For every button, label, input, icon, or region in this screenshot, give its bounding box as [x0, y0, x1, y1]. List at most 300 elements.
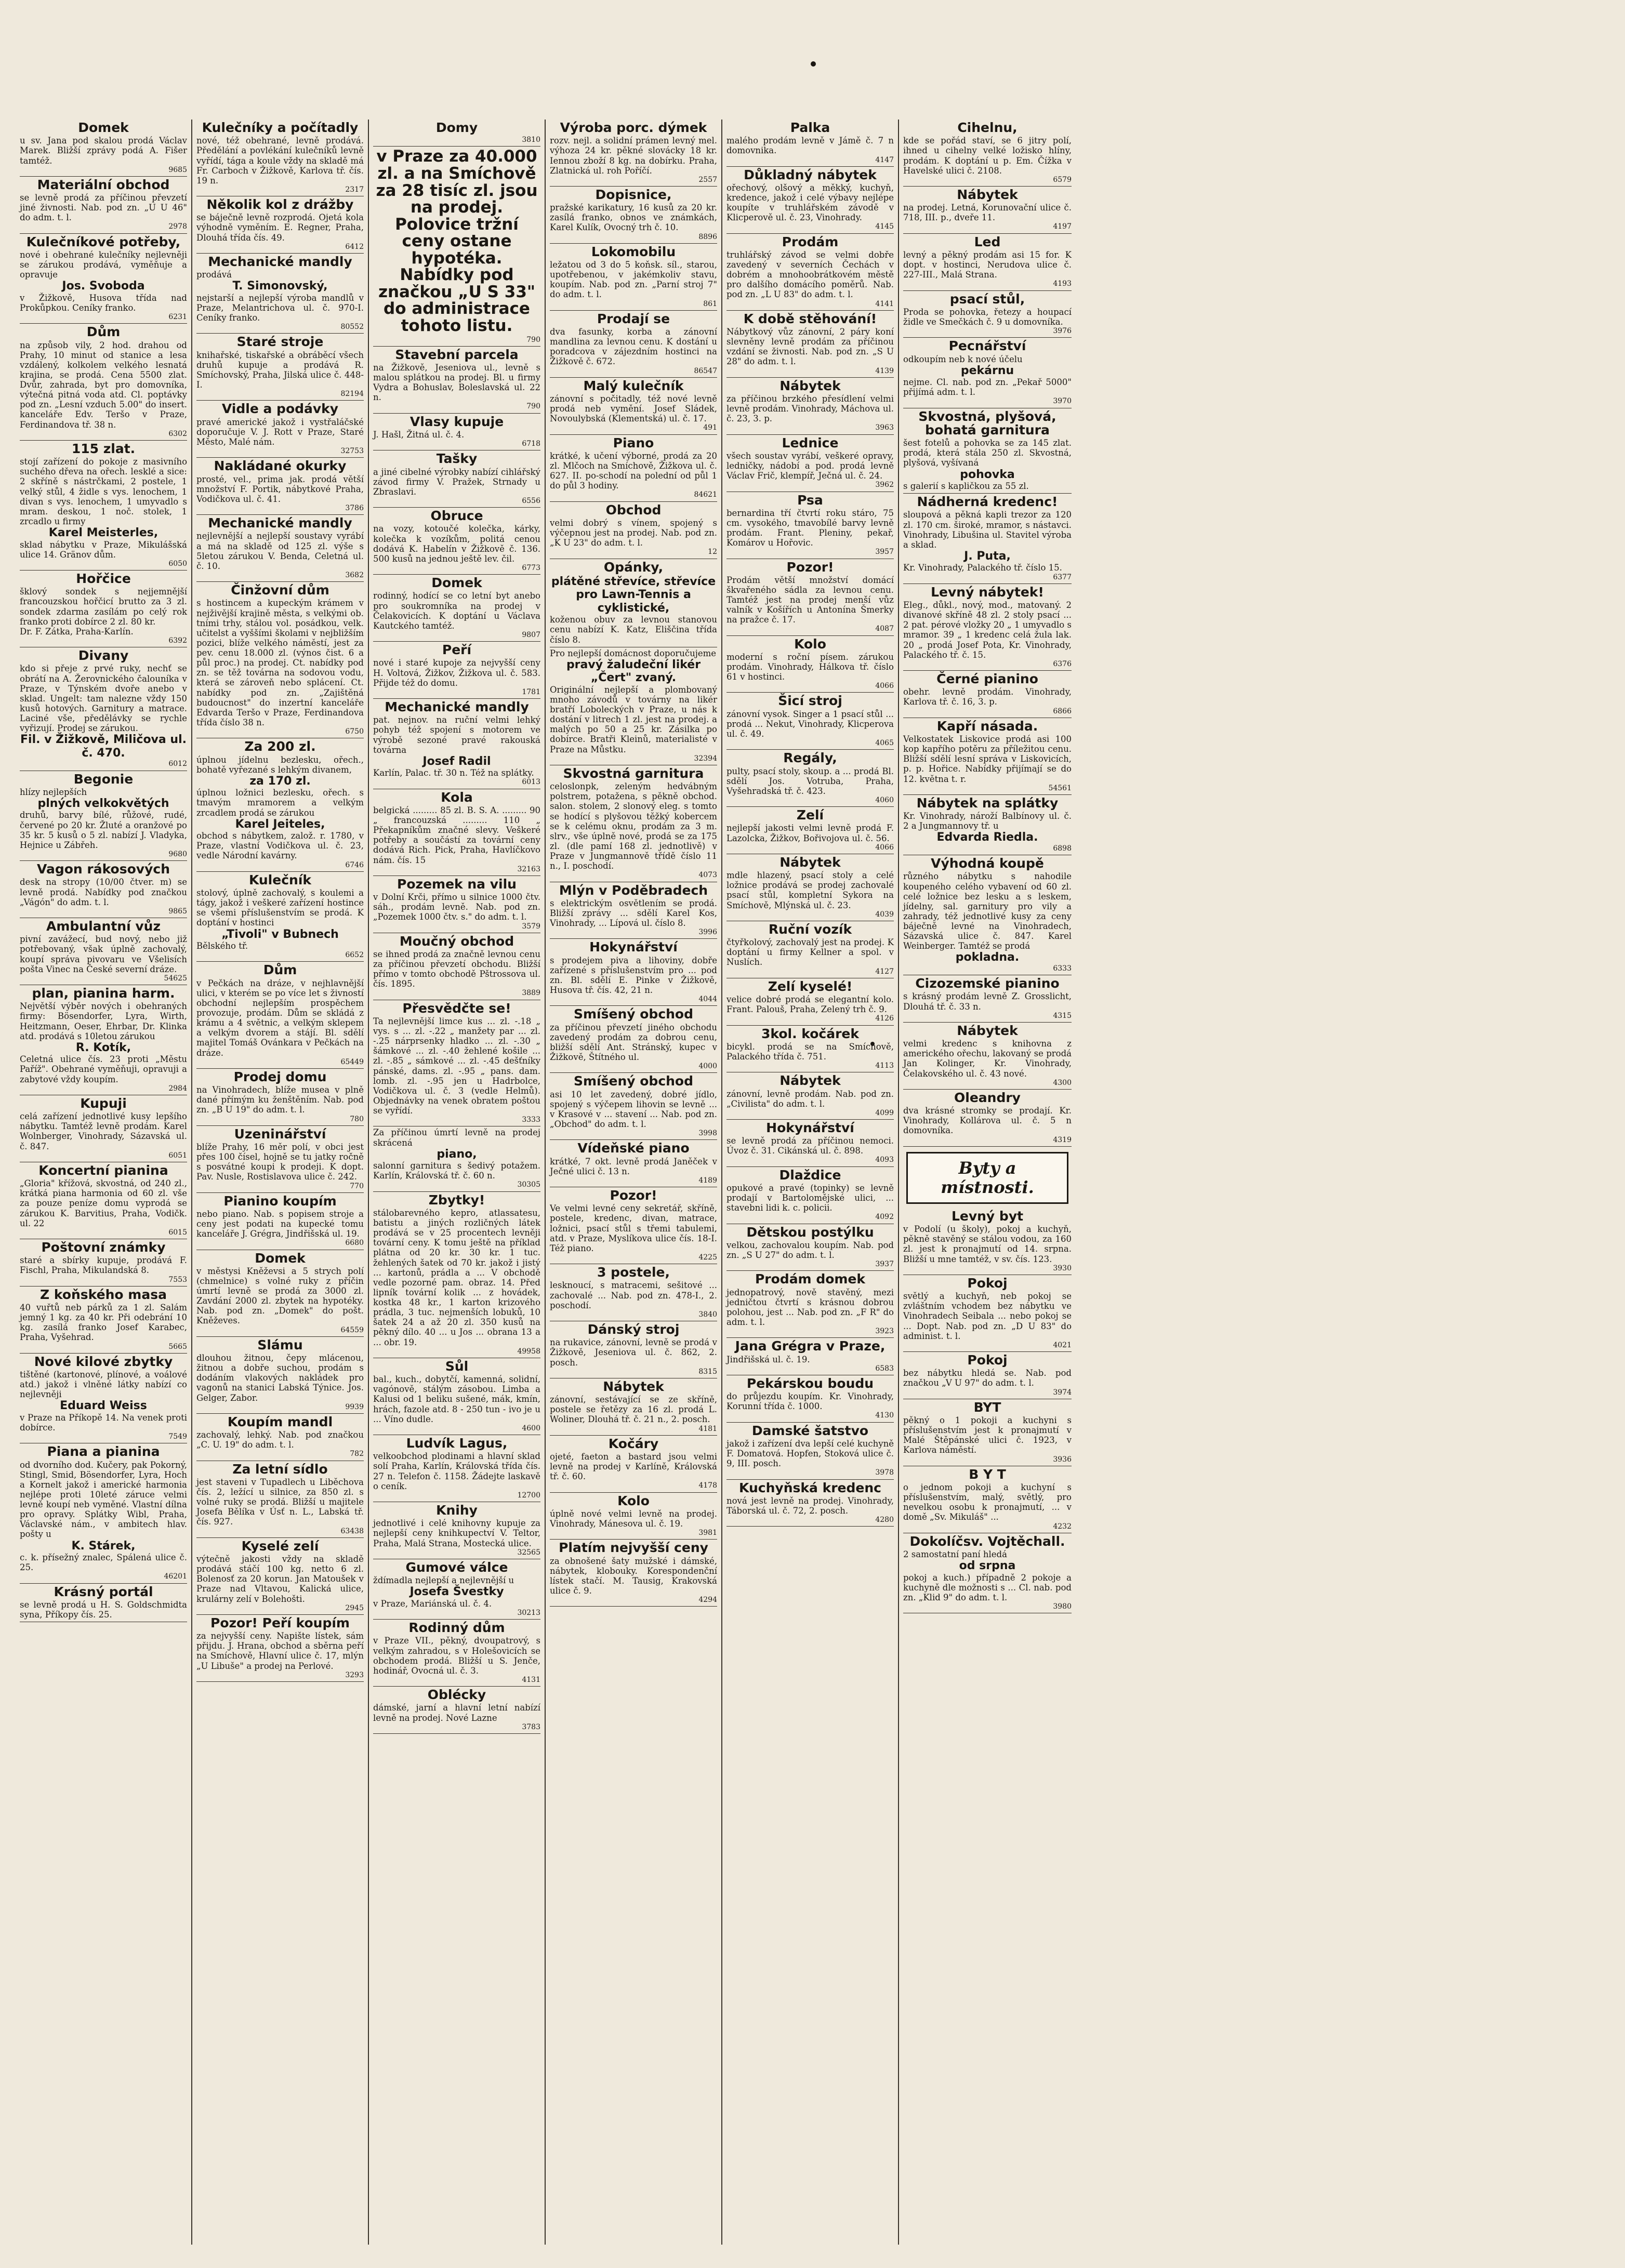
ad-headline: Vagon rákosových	[36, 861, 170, 877]
classified-ad	[726, 1072, 894, 1120]
classified-ad	[726, 636, 894, 693]
ad-body: asi 10 let zavedený, dobré jídlo, spojený s výčepem lihovin se levně ... v Krasové v ... stavení ... Nab. pod zn. „Obchod" do adm. t. l.	[550, 1089, 717, 1130]
ad-headline: Vlasy kupuje	[409, 414, 504, 429]
ad-highlight: pohovka	[960, 468, 1015, 481]
classified-ad	[196, 196, 364, 254]
ad-body: šklový sondek s nejjemnější francouzskou hořčicí brutto za 3 zl. sondek zdarma zasílám po celý rok franko proti dobírce 2 zl. 80 kr.	[20, 587, 187, 627]
classified-ad	[726, 693, 894, 750]
ad-body: zánovní s počitadly, též nové levně prodá neb vymění. Josef Sládek, Novoulybská (Klementská) ul. č. 17.	[550, 394, 717, 424]
classified-ad	[20, 985, 187, 1095]
ad-reference-number: 6050	[168, 559, 187, 568]
ad-body: bal., kuch., dobytčí, kamenná, solidní, vagónově, stálým zásobou. Limba a Kalusi od 1 beliku sušené, mák, kmín, hrách, fazole atd. 8 - 250 tun - ivo je u ... Víno dudle.	[373, 1374, 540, 1424]
ad-headline: Ruční vozík	[768, 921, 852, 937]
ad-body: na způsob vily, 2 hod. drahou od Prahy, 10 minut od stanice a lesa vzdálený, kolkolem velkého lesnatá krajina, se prodá. Cena 5500 zlat. Dvůr, zahrada, byt pro domovníka, výtečná pitná voda atd. Cl. poptávky pod zn. „Lesní vzduch 5.00" do insert. kanceláře Edv. Teršo v Praze, Ferdinandova tř. 38 n.	[20, 340, 187, 430]
classified-ad	[550, 1264, 717, 1321]
ad-reference-number: 3930	[1053, 1264, 1072, 1272]
ad-body: ždímadla nejlepší a nejlevnější u	[373, 1575, 514, 1586]
ad-reference-number: 3963	[875, 423, 894, 432]
classified-ad	[196, 458, 364, 515]
ad-headline: Ambulantní vůz	[46, 919, 161, 934]
classified-ad	[373, 450, 540, 508]
classified-ad	[550, 939, 717, 1006]
classified-ad	[903, 1399, 1072, 1466]
ad-body: „Gloria" křížová, skvostná, od 240 zl., krátká piana harmonia od 60 zl. vše za pouze peníze domu vyprodá se zárukou K. Barvitius, Praha, Vodičk. ul. 22	[20, 1178, 187, 1228]
ad-body-continued: Dr. F. Zátka, Praha-Karlín.	[20, 626, 134, 636]
section-header-badge: Byty a místnosti.	[906, 1152, 1068, 1204]
column-4	[546, 120, 722, 2245]
classified-ad	[726, 167, 894, 234]
ad-reference-number: 1781	[522, 687, 540, 696]
ad-reference-number: 3980	[1053, 1602, 1072, 1611]
ad-headline: Pecnářství	[948, 338, 1026, 354]
ad-body: Největší výběr nových i obehraných firmy: Bösendorfer, Lyra, Wirth, Heitzmann, Oeser, Ehrbar, Dr. Klinka atd. prodává s 10letou zárukou	[20, 1001, 187, 1041]
ad-headline: Kolo	[794, 636, 826, 652]
classified-ad	[726, 1167, 894, 1224]
ad-headline: Staré stroje	[236, 334, 324, 350]
classified-ad	[726, 311, 894, 378]
classified-ad	[20, 441, 187, 571]
ad-body: šest fotelů a pohovka se za 145 zlat. prodá, která stála 250 zl. Skvostná, plyšová, vyšívaná	[903, 438, 1072, 468]
ad-reference-number: 7549	[168, 1433, 187, 1441]
ad-reference-number: 790	[526, 335, 540, 344]
ad-body: opukové a pravé (topinky) se levně prodají v Bartolomějské ulici, ... stavebni lidi k. c. policii.	[726, 1183, 894, 1213]
ad-body: sloupová a pěkná kapli trezor za 120 zl. 170 cm. široké, mramor, s nástavci. Vinohrady, Libušina ul. Stavitel výroba a sklad.	[903, 510, 1072, 550]
ad-headline: Peří	[442, 642, 472, 658]
ad-reference-number: 790	[526, 402, 540, 411]
classified-ad	[373, 120, 540, 147]
ad-body: do průjezdu koupím. Kr. Vinohrady, Korunní třída č. 1000.	[726, 1391, 894, 1412]
ad-reference-number: 4300	[1053, 1078, 1072, 1087]
ad-headline: Knihy	[436, 1503, 478, 1518]
ad-reference-number: 6051	[168, 1151, 187, 1160]
ad-body: s krásný prodám levně Z. Grosslicht, Dlouhá tř. č. 33 n.	[903, 991, 1072, 1012]
ad-headline: Výroba porc. dýmek	[560, 120, 707, 135]
ad-reference-number: 6718	[522, 440, 540, 448]
ad-body: celoslonpk, zeleným hedvábným polstrem, potažena, s pěkně obchod. salon. stolem, 2 slonový eleg. s tomto se hodící s plyšovou těžký kobercem se k celému oknu, prodám za 3 m. slrv., vše úplně nové, prodá se za 175 zl. (dle pamí 168 zl. jednotlivě) v Praze v Jungmannově třídě číslo 11 n., I. poschodí.	[550, 781, 717, 871]
ad-body-continued: Karlín, Palac. tř. 30 n. Též na splátky.	[373, 768, 534, 778]
classified-ad	[726, 1423, 894, 1480]
ad-reference-number: 4145	[875, 222, 894, 231]
classified-ad	[550, 1540, 717, 1607]
ad-headline: Zbytky!	[428, 1192, 485, 1208]
ad-headline: Uzeninářství	[234, 1126, 326, 1142]
ad-reference-number: 861	[703, 299, 717, 308]
column-1	[16, 120, 192, 2245]
classified-ad	[373, 933, 540, 1000]
ad-headline: Skvostná, plyšová, bohatá garnitura	[918, 408, 1056, 437]
ad-headline: 3 postele,	[597, 1265, 670, 1280]
classified-ad	[20, 324, 187, 441]
ad-reference-number: 4178	[698, 1481, 717, 1490]
classified-ad	[373, 147, 540, 346]
ad-body: za příčinou brzkého přesídlení velmi levně prodám. Vinohrady, Máchova ul. č. 23, 3. p.	[726, 394, 894, 424]
ad-headline: Dokolíčsv. Vojtěchall.	[909, 1533, 1065, 1549]
ad-body: lesknoucí, s matracemi, sešitové ... zachovalé ... Nab. pod zn. 478-I., 2. poschodí.	[550, 1280, 717, 1310]
ad-body: a jiné cibelné výrobky nabízí cihlářský závod firmy V. Pražek, Strnady u Zbraslavi.	[373, 467, 540, 497]
ad-reference-number: 3889	[522, 989, 540, 998]
ad-body: se levně prodá u H. S. Goldschmidta syna, Příkopy čís. 25.	[20, 1599, 187, 1620]
classified-ad	[726, 1375, 894, 1423]
ad-body: úplně nové velmi levně na prodej. Vinohrady, Mánesova ul. č. 19.	[550, 1508, 717, 1529]
ad-headline: Několik kol z drážby	[206, 197, 354, 213]
ad-body: pěkný o 1 pokoji a kuchyni s příslušenstvím jest k pronajmutí v Malé Štěpánské ulici č. 1923, v Karlova náměstí.	[903, 1415, 1072, 1455]
ad-reference-number: 6746	[345, 860, 364, 869]
ad-reference-number: 6680	[345, 1239, 364, 1248]
ad-headline: Pokoj	[967, 1275, 1008, 1291]
classified-ad	[726, 1338, 894, 1375]
ad-headline: Levný nábytek!	[931, 584, 1044, 600]
ad-reference-number: 4319	[1053, 1135, 1072, 1144]
classified-ad	[550, 882, 717, 939]
ad-body: nejlepší jakosti velmi levně prodá F. Lazolcka, Žižkov, Bořivojova ul. č. 56.	[726, 823, 894, 843]
ad-headline: Gumové válce	[405, 1559, 508, 1575]
ad-headline: Pozor!	[786, 559, 834, 575]
classified-ad	[726, 1224, 894, 1271]
ad-reference-number: 3810	[522, 136, 540, 144]
ad-headline: BYT	[973, 1399, 1001, 1415]
ad-reference-number: 3957	[875, 548, 894, 556]
ad-reference-number: 86547	[694, 366, 717, 375]
ad-body: stojí zařízení do pokoje z masivního suchého dřeva na ořech. lesklé a sice: 2 skříně s nástrčkami, 2 postele, 1 velký stůl, 4 židle s vys. lenochem, 1 divan s vys. lenochem, 1 umyvadlo s mram. deskou, 1 noč. stolek, 1 zrcadlo u firmy	[20, 457, 187, 526]
ad-highlight: od srpna	[959, 1559, 1016, 1573]
ad-headline: Nábytek	[603, 1378, 664, 1394]
classified-ad	[903, 494, 1072, 584]
ad-body: Pro nejlepší domácnost doporučujeme	[550, 648, 717, 658]
ad-highlight: Josefa Švestky	[409, 1585, 504, 1599]
ad-reference-number: 49958	[517, 1347, 540, 1356]
classified-ad	[550, 311, 717, 378]
ad-headline: Nábytek	[957, 1023, 1018, 1038]
ad-headline: Pianino koupím	[223, 1193, 337, 1209]
classified-ad	[550, 1321, 717, 1378]
ad-body: na vozy, kotoučé kolečka, kárky, kolečka k vozíkům, politá cenou dodává K. Habelín v Žižkově č. 136. 500 kusů na jednou ještě lev. čil.	[373, 524, 540, 564]
ad-headline: Kulečníky a počítadly	[202, 120, 359, 135]
ad-body-continued-2: obchod s nábytkem, založ. r. 1780, v Praze, vlastní Vodičkova ul. č. 23, vedle Národní kavárny.	[196, 831, 364, 861]
ad-reference-number: 30305	[517, 1181, 540, 1189]
ad-headline: Pokoj	[967, 1352, 1008, 1368]
ad-body: Prodám větší množství domácí škvařeného sádla za levnou cenu. Tamtéž jest na prodej menší vůz valník v Košířích u Antonína Šmerky na pražce č. 17.	[726, 575, 894, 625]
classified-ad	[373, 347, 540, 414]
ad-headline: Zelí kyselé!	[768, 978, 853, 994]
ad-reference-number: 2557	[698, 175, 717, 184]
ad-body: 40 vuřtů neb párků za 1 zl. Salám jemný 1 kg. za 40 kr. Při odebrání 10 kg. zasílá franko Josef Karabec, Praha, Vyšehrad.	[20, 1303, 187, 1343]
classified-ad	[903, 671, 1072, 718]
ad-highlight: pekárnu	[960, 364, 1014, 377]
ad-reference-number: 32565	[517, 1548, 540, 1557]
classified-ad	[903, 1023, 1072, 1090]
ad-reference-number: 6012	[168, 760, 187, 768]
ad-reference-number: 4197	[1053, 222, 1072, 231]
ad-headline: Obruce	[430, 508, 483, 524]
ad-body: bernardina tří čtvrtí roku stáro, 75 cm. vysokého, tmavobílé barvy levně prodám. Frant. Pleniny, pekař, Komárov u Hořovic.	[726, 508, 894, 548]
ad-headline: Divany	[78, 648, 129, 664]
ad-headline: Rodinný dům	[408, 1620, 505, 1636]
ad-body: dlouhou žitnou, čepy mlácenou, žitnou a dobře suchou, prodám s dodáním vlakových nakládek pro vagonů na stanici Labská Týnice. Jos. Gelger, Zabor.	[196, 1353, 364, 1403]
ad-headline: Nábytek	[957, 187, 1018, 202]
ad-headline: Mechanické mandly	[385, 699, 529, 715]
ad-body: kdo si přeje z prvé ruky, nechť se obrátí na A. Žerovnického čalouníka v Praze, v Týnském dvoře anebo v sklad. Ungelt: tam nalezne vždy 150 kusů hotových. Garnitury a matrace. Laciné vše, předělávky se rychle vyřizují. Prodej se zárukou.	[20, 664, 187, 734]
ad-body: velmi dobrý s vínem, spojený s výčepnou jest na prodej. Nab. pod zn. „K U 23" do adm. t. l.	[550, 518, 717, 548]
ad-reference-number: 4193	[1053, 280, 1072, 288]
ad-headline: Domy	[435, 120, 478, 135]
classified-ad	[20, 647, 187, 771]
ad-headline: Ludvík Lagus,	[406, 1436, 508, 1451]
ad-headline: Z koňského masa	[40, 1286, 167, 1302]
ad-reference-number: 82194	[340, 390, 364, 399]
ad-reference-number: 4066	[875, 682, 894, 691]
ad-reference-number: 6013	[522, 778, 540, 787]
ad-body-continued: c. k. přísežný znalec, Spálená ulice č. 25.	[20, 1553, 187, 1573]
ad-body: za příčinou převzetí jiného obchodu zavedený prodám za dobrou cenu, bližší sdělí Ant. Stránský, kupec v Žižkově, Štítného ul.	[550, 1022, 717, 1063]
classified-ad	[20, 177, 187, 234]
ad-body: obehr. levně prodám. Vinohrady, Karlova tř. č. 16, 3. p.	[903, 687, 1072, 707]
ad-body: jednopatrový, nově stavěný, mezi jedničtou čtvrtí s krásnou dobrou polohou, jest ... Nab. pod zn. „F R" do adm. t. l.	[726, 1287, 894, 1327]
ad-headline: Kolo	[617, 1493, 650, 1508]
classified-ad	[196, 1126, 364, 1193]
ad-highlight: pokladna.	[955, 951, 1020, 964]
ad-headline: Smíšený obchod	[573, 1073, 694, 1089]
ad-highlight: plátěné střevíce, střevíce pro Lawn-Tennis a cyklistické,	[551, 575, 716, 615]
ad-body: jakož i zařízení dva lepší celé kuchyně F. Domatová. Hopfen, Stoková ulice č. 9, III. posch.	[726, 1438, 894, 1469]
ad-reference-number: 4189	[698, 1176, 717, 1185]
ad-headline: B Y T	[969, 1466, 1006, 1482]
ad-reference-number: 4232	[1053, 1522, 1072, 1531]
ad-body: s elektrickým osvětlením se prodá. Bližší zprávy ... sdělí Karel Kos, Vinohrady, ... Lípová ul. číslo 8.	[550, 898, 717, 929]
ad-headline: Pozor! Peří koupím	[210, 1615, 350, 1630]
ad-reference-number: 4066	[875, 843, 894, 852]
ad-reference-number: 63438	[340, 1527, 364, 1535]
ad-headline: Mechanické mandly	[208, 515, 352, 531]
ad-headline: Obchod	[605, 502, 662, 518]
classified-ad	[726, 1120, 894, 1167]
ad-body: s prodejem piva a lihoviny, dobře zařízené s příslušenstvím pro ... pod zn. Bl. sdělí E. Pinke v Žižkově, Husova tř. čís. 42, 21 n.	[550, 955, 717, 996]
ad-reference-number: 4127	[875, 967, 894, 976]
ad-headline: Oblécky	[427, 1687, 486, 1703]
classified-ad	[196, 515, 364, 582]
ad-body: staré a sbírky kupuje, prodává F. Fischl, Praha, Mikulandská 8.	[20, 1255, 187, 1276]
ad-headline: Nábytek	[780, 854, 841, 870]
ad-headline: 115 zlat.	[71, 441, 136, 456]
ad-reference-number: 6412	[345, 242, 364, 251]
classified-ad	[373, 1000, 540, 1127]
ad-reference-number: 32753	[340, 447, 364, 456]
classified-ad	[373, 1358, 540, 1435]
classified-ad	[20, 1354, 187, 1444]
ad-body: krátké, 7 okt. levně prodá Janěček v Ječné ulici č. 13 n.	[550, 1156, 717, 1176]
classified-ad	[20, 120, 187, 177]
classified-ad	[726, 1026, 894, 1073]
ad-reference-number: 6392	[168, 636, 187, 645]
ad-headline: Krásný portál	[54, 1584, 153, 1599]
classified-ad	[903, 584, 1072, 671]
ad-headline: Důkladný nábytek	[744, 167, 877, 182]
ad-body: desk na stropy (10/00 čtver. m) se levně prodá. Nabídky pod značkou „Vágón" do adm. t. l.	[20, 877, 187, 907]
classified-ad	[550, 435, 717, 502]
ad-headline: Palka	[790, 120, 830, 135]
ad-headline: Cizozemské pianino	[915, 976, 1060, 991]
ad-reference-number: 4113	[875, 1062, 894, 1070]
ad-highlight: T. Simonovský,	[232, 280, 328, 293]
classified-ad	[373, 1687, 540, 1734]
ad-body: Eleg., důkl., nový, mod., matovaný. 2 divanové skříně 48 zl. 2 stoly psací ... 2 pat. pérové vložky 20 „ 1 umyvadlo s mramor. 39 „ 1 kredenc celá žula lak. 20 „ prodá Josef Pota, Kr. Vinohrady, Palackého tř. č. 15.	[903, 600, 1072, 660]
classified-ad	[903, 120, 1072, 187]
classified-ad	[550, 502, 717, 559]
ad-reference-number: 6302	[168, 429, 187, 438]
ad-headline: Prodám domek	[755, 1271, 866, 1287]
ad-reference-number: 6652	[345, 951, 364, 960]
ad-headline: Prodám	[782, 234, 839, 249]
ad-reference-number: 46201	[164, 1572, 187, 1581]
classified-ad	[373, 1192, 540, 1358]
ad-body: různého nábytku s nahodile koupeného celého vybavení od 60 zl. celé ložnice bez lesku a s leskem, jídelny, sal. garnitury pro vily a zahrady, též jednotlivé kusy za ceny báječně levné na Vinohradech, Sázavská ulice č. 847. Karel Weinberger. Tamtéž se prodá	[903, 871, 1072, 951]
ad-body: belgická ......... 85 zl. B. S. A. ......... 90 „ francouzská ......... 110 „ Překapníkům značné slevy. Veškeré potřeby a součástí za tovární ceny dodává Rich. Pick, Praha, Havlíčkovo nám. čís. 15	[373, 805, 540, 865]
ad-headline: Sůl	[445, 1358, 469, 1374]
classified-ad	[726, 750, 894, 807]
ad-headline: Domek	[78, 120, 129, 135]
classified-ad	[903, 1352, 1072, 1399]
ad-headline: Pozemek na vilu	[397, 876, 517, 892]
ad-reference-number: 12	[708, 548, 717, 556]
ad-body-continued: s galerií s kapličkou za 55 zl.	[903, 481, 1029, 492]
ad-headline: Poštovní známky	[41, 1240, 166, 1255]
ad-highlight: Jos. Svoboda	[62, 280, 145, 293]
ad-body-continued: pokoj a kuch.) případně 2 pokoje a kuchyně dle možnosti s ... Cl. nab. pod zn. „Klid 9" do adm. t. l.	[903, 1572, 1072, 1602]
ad-headline: Výhodná koupě	[931, 856, 1044, 871]
ad-reference-number: 6583	[875, 1364, 894, 1373]
ad-body: za nejvyšší ceny. Napište lístek, sám přijdu. J. Hrana, obchod a sběrna peří na Smíchově, Hlavní ulice č. 17, mlýn „U Libuše" a prodej na Perlové.	[196, 1631, 364, 1671]
ad-body: blíže Prahy, 16 měr polí, v obci jest přes 100 čísel, hojně se tu jatky ročně s posvátné koupi k prodeji. K dopt. Pav. Nusle, Rostislavova ulice č. 242.	[196, 1142, 364, 1182]
ad-body: nejlevnější a nejlepší soustavy vyrábí a má na skladě od 125 zl. výše s 5letou zárukou V. Benda, Celetná ul. č. 10.	[196, 531, 364, 571]
ad-headline: Kulečníkové potřeby,	[26, 234, 181, 249]
ad-headline: Jana Grégra v Praze,	[735, 1338, 886, 1354]
ad-body: prodává	[196, 270, 232, 280]
classified-ad	[903, 1090, 1072, 1147]
ad-reference-number: 8896	[698, 232, 717, 241]
classified-ad	[726, 120, 894, 167]
classified-ad	[20, 234, 187, 324]
ad-body-continued: nejme. Cl. nab. pod zn. „Pekař 5000" přijímá adm. t. l.	[903, 377, 1072, 397]
classified-ad	[903, 1533, 1072, 1614]
ad-headline: Hořčice	[76, 571, 131, 587]
ad-body: kde se pořád staví, se 6 jitry polí, ihned u cihelny velké ložisko hlíny, prodám. K doptání u p. Em. Čížka v Havelské ulici č. 2108.	[903, 136, 1072, 176]
ad-headline: Za 200 zl.	[244, 739, 316, 754]
ad-reference-number: 491	[703, 423, 717, 432]
ad-headline: Domek	[431, 575, 482, 591]
ad-body: tištěné (kartonové, plínové, a voálové atd.) jakož i vlněné látky nabízí co nejlevněji	[20, 1369, 187, 1400]
ad-headline: Koncertní pianina	[38, 1162, 168, 1178]
ad-body: v Podolí (u školy), pokoj a kuchyň, pěkně stavěný se stálou vodou, za 160 zl. jest k pronajmutí od 14. srpna. Bližší u mne tamtéž, v sv. čís. 123.	[903, 1224, 1072, 1264]
ad-body: velmi kredenc s knihovna z amerického ořechu, lakovaný se prodá Jan Kolinger, Kr. Vinohrady, Čelakovského ul. č. 43 nové.	[903, 1039, 1072, 1079]
ad-reference-number: 6579	[1053, 175, 1072, 184]
ad-headline: 3kol. kočárek	[761, 1026, 860, 1041]
ad-headline: Oleandry	[954, 1090, 1021, 1105]
classified-ad	[196, 1250, 364, 1337]
classified-ad	[196, 1414, 364, 1461]
ad-reference-number: 4294	[698, 1596, 717, 1604]
ad-headline: Domek	[255, 1250, 306, 1266]
ad-body-continued: sklad nábytku v Praze, Mikulášská ulice 14. Gränov dům.	[20, 539, 187, 560]
ad-reference-number: 4060	[875, 795, 894, 804]
ad-body: krátké, k učení výborné, prodá za 20 zl. Mlčoch na Smíchově, Žižkova ul. č. 627. II. po-schodí na polední od půl 1 do půl 3 hodiny.	[550, 450, 717, 491]
classified-ad	[550, 187, 717, 244]
classified-ad	[726, 435, 894, 492]
ad-headline: Nábytek	[780, 1073, 841, 1089]
classified-ad	[196, 334, 364, 401]
classified-ad	[550, 559, 717, 647]
ad-reference-number: 780	[350, 1115, 364, 1123]
ad-reference-number: 9939	[345, 1402, 364, 1411]
ad-headline: Levný byt	[951, 1208, 1024, 1224]
ad-headline: Kupuji	[80, 1095, 127, 1111]
classified-ad	[196, 120, 364, 196]
ad-body: moderní s roční písem. zárukou prodám. Vinohrady, Hálkova tř. číslo 61 v hostinci.	[726, 652, 894, 682]
ad-reference-number: 12700	[517, 1491, 540, 1500]
ad-headline: Mechanické mandly	[208, 254, 352, 269]
classified-ad	[196, 254, 364, 334]
ad-body: levný a pěkný prodám asi 15 for. K dopt. v hostinci, Nerudova ulice č. 227-III., Malá Strana.	[903, 249, 1072, 280]
ad-headline: Kuchyňská kredenc	[739, 1480, 881, 1495]
classified-ad	[550, 1140, 717, 1187]
ad-highlight: Josef Radil	[422, 754, 491, 768]
ad-body: J. Hašl, Žitná ul. č. 4.	[373, 429, 465, 440]
classified-ad	[196, 401, 364, 458]
ad-headline: Koupím mandl	[227, 1414, 333, 1429]
classified-ad	[903, 1466, 1072, 1533]
ad-body: celá zařízení jednotlivé kusy lepšího nábytku. Tamtéž levně prodám. Karel Wolnberger, Vinohrady, Sázavská ul. č. 847.	[20, 1111, 187, 1151]
classified-ad	[373, 1502, 540, 1559]
ad-body: nebo piano. Nab. s popisem stroje a ceny jest podati na kupecké tomu kanceláře J. Grégra, Jindřišská ul. 19.	[196, 1209, 364, 1239]
ad-headline: Dopisnice,	[595, 187, 672, 202]
ad-highlight: „Tivoli" v Bubnech	[221, 927, 339, 941]
ad-reference-number: 4280	[875, 1516, 894, 1524]
ad-reference-number: 6231	[168, 313, 187, 322]
ad-reference-number: 2317	[345, 185, 364, 194]
ad-body: od dvorního dod. Kučery, pak Pokorný, Stingl, Smid, Bösendorfer, Lyra, Hoch a Kornelt jakož i americké harmonia nejlépe proti 10leté záruce velmi levně koupí neb vyměné. Vlastní dílna pro opravy. Splátky Wibl, Praha, Václavské nám., v ambitech hlav. pošty u	[20, 1460, 187, 1540]
classified-ad	[550, 647, 717, 765]
classified-ad	[373, 1126, 540, 1191]
ad-body: s hostincem a kupeckým krámem v nejživější krajině města, s velkými ob. tními trhy, stálou vol. posádkou, velk. učitelst a vyššími školami v nejbližším pozici, blíže velkého náměstí, jest za pev. cenu 18.000 zl. (výnos čist. 6 a půl proc.) na prodej. Ct. nabídky pod zn. se těž továrna na sodovou vodu, která se zároveň nebo splácení. Ct. nabídky pod zn. „Zajištěná budoucnost" do inzertní kanceláře Edvarda Teršo v Praze, Ferdinandova třída číslo 38 n.	[196, 598, 364, 727]
ad-headline: Psa	[797, 492, 823, 508]
column-5	[722, 120, 899, 2245]
ad-body: pivní zavážecí, bud nový, nebo již potřebovaný, však úplně zachovalý, koupí správa pivovaru ve Všelisích pošta Vinec na České severní dráze.	[20, 934, 187, 974]
classified-ad	[903, 1275, 1072, 1352]
ad-reference-number: 9680	[168, 850, 187, 858]
ad-reference-number: 6898	[1053, 844, 1072, 853]
ad-body: se báječně levně rozprodá. Ojetá kola výhodně vyměním. E. Regner, Praha, Dlouhá třída čís. 49.	[196, 213, 364, 243]
ad-body: v Dolní Krči, přímo u silnice 1000 čtv. sáh., prodám levně. Nab. pod zn. „Pozemek 1000 čtv. s." do adm. t. l.	[373, 892, 540, 922]
ad-headline: Materiální obchod	[37, 177, 170, 192]
classified-ad	[903, 975, 1072, 1023]
classified-ad	[373, 508, 540, 575]
ad-reference-number: 3998	[698, 1129, 717, 1138]
ad-body: bicykl. prodá se na Smíchově, Palackého třída č. 751.	[726, 1041, 894, 1062]
ad-headline: Nové kilové zbytky	[34, 1354, 173, 1369]
ad-body: rozv. nejl. a solidní prámen levný mel. výhoza 24 kr. pěkné slovácky 18 kr. Iennou zboží 8 kg. na dobírku. Praha, Zlatnická ul. roh Poříčí.	[550, 136, 717, 176]
ad-columns	[16, 120, 1609, 2245]
ad-body: nové, též obehrané, levně prodává. Předělání a povlékání kulečníků levně vyřídí, tága a koule vždy na skladě má Fr. Carboch v Žižkově, Karlova tř. čís. 19 n.	[196, 136, 364, 185]
ad-headline: Kočáry	[608, 1436, 659, 1451]
ad-highlight-2: Karel Jeiteles,	[235, 817, 325, 831]
classified-ad	[20, 1095, 187, 1162]
ad-reference-number: 54625	[164, 974, 187, 983]
classified-ad	[550, 1378, 717, 1436]
ad-headline: Begonie	[73, 771, 134, 787]
classified-ad	[550, 120, 717, 187]
ad-headline: Smíšený obchod	[573, 1006, 694, 1022]
ad-headline: Prodají se	[597, 311, 670, 326]
ad-headline: Nakládané okurky	[214, 458, 347, 474]
ad-body: za obnošené šaty mužské i dámské, nábytek, klobouky. Korespondenční lístek stačí. M. Tausig, Krakovská ulice č. 9.	[550, 1556, 717, 1596]
